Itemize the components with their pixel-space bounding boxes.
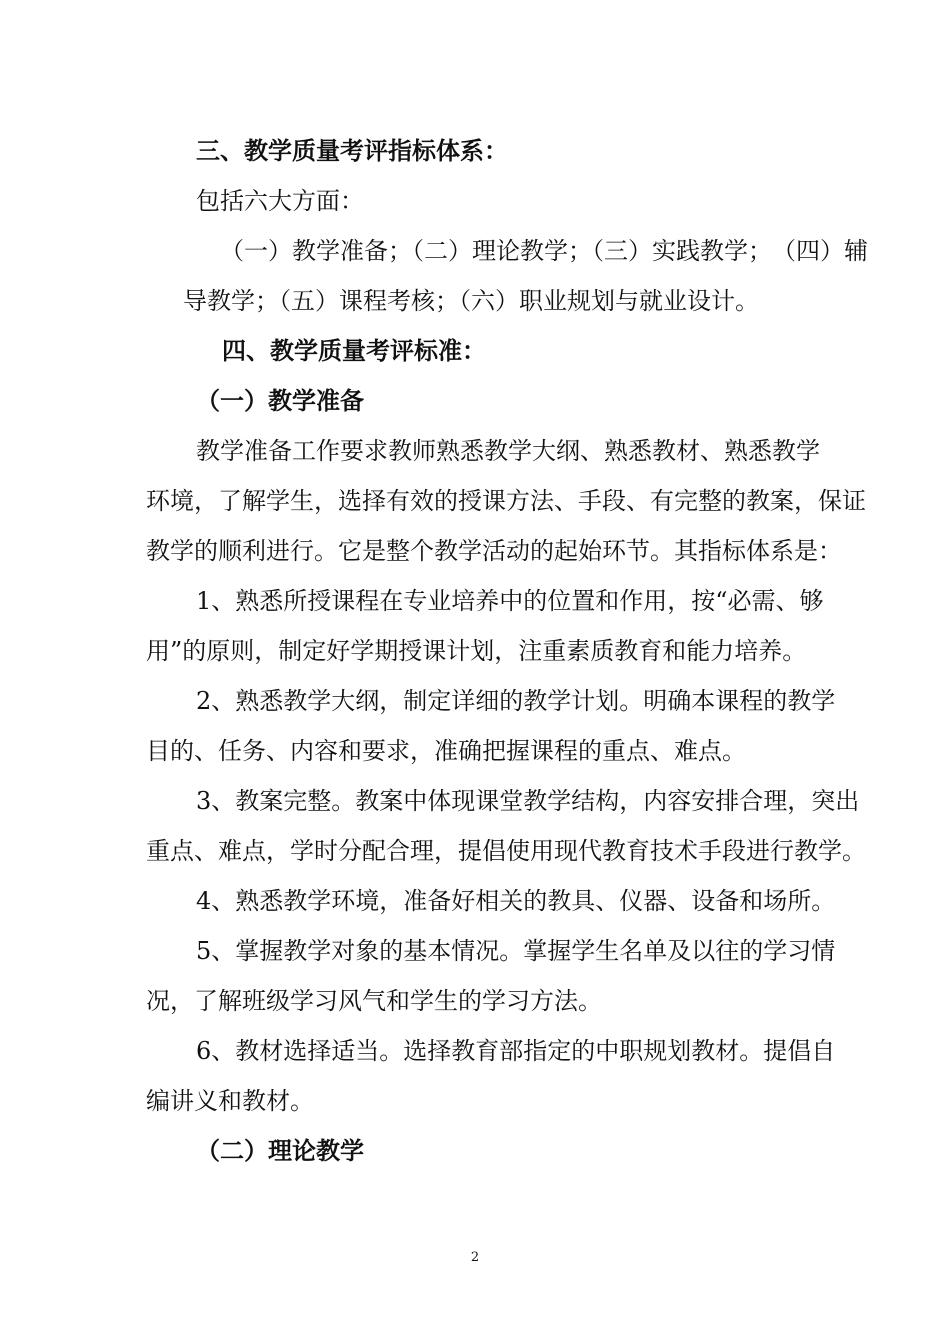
aspects-line-2: 导教学；（五）课程考核；（六）职业规划与就业设计。 bbox=[183, 287, 759, 315]
paragraph-line: 教学准备工作要求教师熟悉教学大纲、熟悉教材、熟悉教学 bbox=[196, 437, 820, 465]
list-item-6-line-1: 6、教材选择适当。选择教育部指定的中职规划教材。提倡自 bbox=[196, 1037, 836, 1065]
section-heading-4: 四、教学质量考评标准： bbox=[222, 336, 486, 365]
list-item-5-line-1: 5、掌握教学对象的基本情况。掌握学生名单及以往的学习情 bbox=[196, 937, 836, 965]
list-item-2-line-1: 2、熟悉教学大纲，制定详细的教学计划。明确本课程的教学 bbox=[196, 687, 836, 715]
list-item-2-line-2: 目的、任务、内容和要求，准确把握课程的重点、难点。 bbox=[146, 737, 746, 765]
intro-text: 包括六大方面： bbox=[196, 187, 364, 215]
list-item-1-line-1: 1、熟悉所授课程在专业培养中的位置和作用，按“必需、够 bbox=[196, 587, 824, 615]
subsection-heading-2: （二）理论教学 bbox=[196, 1136, 364, 1165]
page-number: 2 bbox=[470, 1250, 480, 1265]
aspects-line-1: （一）教学准备；（二）理论教学；（三）实践教学； （四）辅 bbox=[220, 237, 868, 265]
list-item-3-line-2: 重点、难点，学时分配合理，提倡使用现代教育技术手段进行教学。 bbox=[146, 837, 866, 865]
list-item-1-line-2: 用”的原则，制定好学期授课计划，注重素质教育和能力培养。 bbox=[146, 637, 807, 665]
list-item-3-line-1: 3、教案完整。教案中体现课堂教学结构，内容安排合理，突出 bbox=[196, 787, 860, 815]
subsection-heading-1: （一）教学准备 bbox=[196, 386, 364, 415]
list-item-5-line-2: 况，了解班级学习风气和学生的学习方法。 bbox=[146, 987, 602, 1015]
paragraph-line: 环境，了解学生，选择有效的授课方法、手段、有完整的教案，保证 bbox=[146, 487, 866, 515]
list-item-6-line-2: 编讲义和教材。 bbox=[146, 1087, 314, 1115]
paragraph-line: 教学的顺利进行。它是整个教学活动的起始环节。其指标体系是： bbox=[146, 537, 842, 565]
section-heading-3: 三、教学质量考评指标体系： bbox=[196, 136, 508, 165]
list-item-4: 4、熟悉教学环境，准备好相关的教具、仪器、设备和场所。 bbox=[196, 887, 836, 915]
